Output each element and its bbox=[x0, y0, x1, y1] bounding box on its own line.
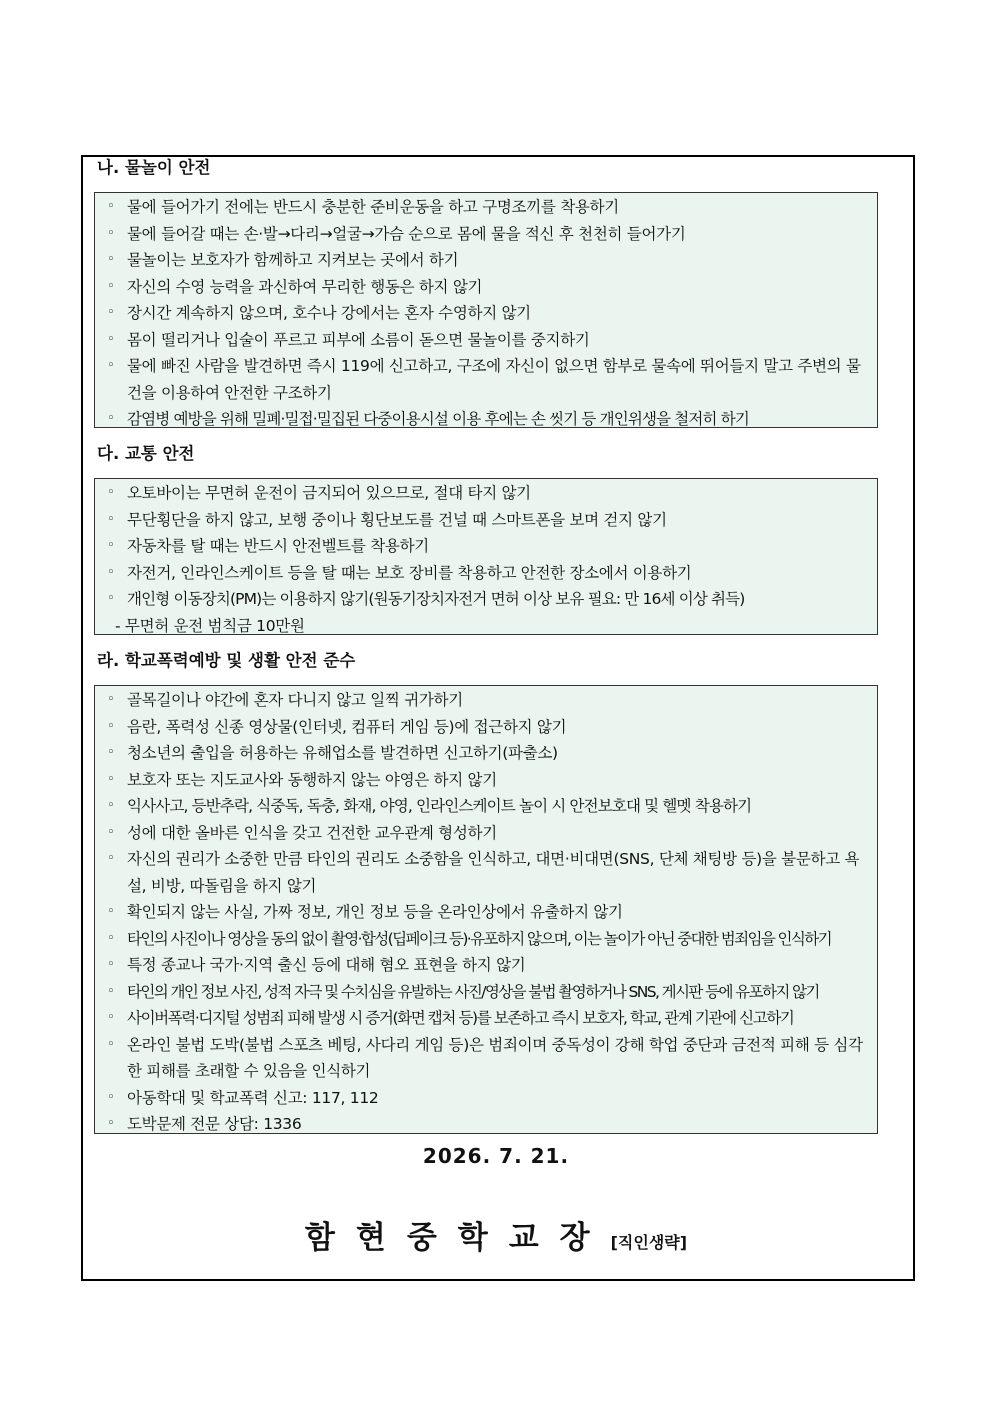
section-title-water-safety: 나. 물놀이 안전 bbox=[97, 158, 211, 177]
section-title-traffic-safety: 다. 교통 안전 bbox=[97, 444, 195, 463]
list-item: ◦ 물에 들어가기 전에는 반드시 충분한 준비운동을 하고 구명조끼를 착용하기 bbox=[107, 198, 619, 216]
water-safety-list bbox=[94, 192, 878, 428]
list-item: ◦ 오토바이는 무면허 운전이 금지되어 있으므로, 절대 타지 않기 bbox=[107, 484, 531, 502]
list-item: ◦ 장시간 계속하지 않으며, 호수나 강에서는 혼자 수영하지 않기 bbox=[107, 304, 531, 322]
list-item: ◦ 사이버폭력·디지털 성범죄 피해 발생 시 증거(화면 캡처 등)를 보존하고 즉시 보호자, 학교, 관계 기관에 신고하기 bbox=[107, 1009, 794, 1027]
list-item: ◦ 타인의 개인 정보 사진, 성적 자극 및 수치심을 유발하는 사진/영상을 불법 촬영하거나 SNS, 게시판 등에 유포하지 않기 bbox=[107, 982, 819, 1001]
list-item: ◦ 골목길이나 야간에 혼자 다니지 않고 일찍 귀가하기 bbox=[107, 691, 463, 709]
principal-title: 함현중학교장 bbox=[304, 1220, 611, 1256]
list-item: ◦ 청소년의 출입을 허용하는 유해업소를 발견하면 신고하기(파출소) bbox=[107, 744, 558, 762]
list-item: ◦ 몸이 떨리거나 입술이 푸르고 피부에 소름이 돋으면 물놀이를 중지하기 bbox=[107, 330, 590, 349]
list-item: ◦ 개인형 이동장치(PM)는 이용하지 않기(원동기장치자전거 면허 이상 보유 필요: 만 16세 이상 취득) bbox=[107, 590, 745, 608]
fine-note: - 무면허 운전 범칙금 10만원 bbox=[115, 616, 305, 635]
school-violence-list bbox=[94, 685, 878, 1134]
list-item: ◦ 자신의 권리가 소중한 만큼 타인의 권리도 소중함을 인식하고, 대면·비대면(SNS, 단체 채팅방 등)을 불문하고 욕설, 비방, 따돌림을 하지 않기 bbox=[107, 850, 860, 895]
list-item: ◦ 감염병 예방을 위해 밀폐·밀접·밀집된 다중이용시설 이용 후에는 손 씻기 등 개인위생을 철저히 하기 bbox=[107, 410, 750, 428]
list-item: ◦ 무단횡단을 하지 않고, 보행 중이나 횡단보도를 건널 때 스마트폰을 보며 걷지 않기 bbox=[107, 510, 667, 529]
seal-omitted-note: [직인생략] bbox=[610, 1233, 688, 1252]
section-title-school-violence: 라. 학교폭력예방 및 생활 안전 준수 bbox=[97, 651, 356, 670]
list-item: ◦ 타인의 사진이나 영상을 동의 없이 촬영·합성(딥페이크 등)·유포하지 않으며, 이는 놀이가 아닌 중대한 범죄임을 인식하기 bbox=[107, 929, 832, 948]
list-item: ◦ 물놀이는 보호자가 함께하고 지켜보는 곳에서 하기 bbox=[107, 251, 459, 269]
list-item: ◦ 자신의 수영 능력을 과신하여 무리한 행동은 하지 않기 bbox=[107, 277, 483, 296]
list-item: ◦ 자동차를 탈 때는 반드시 안전벨트를 착용하기 bbox=[107, 537, 429, 555]
list-item: ◦ 아동학대 및 학교폭력 신고: 117, 112 bbox=[107, 1088, 379, 1107]
list-item: ◦ 익사사고, 등반추락, 식중독, 독충, 화재, 야영, 인라인스케이트 놀이 시 안전보호대 및 헬멧 착용하기 bbox=[107, 797, 752, 815]
list-item: ◦ 도박문제 전문 상담: 1336 bbox=[107, 1115, 302, 1133]
list-item: ◦ 온라인 불법 도박(불법 스포츠 베팅, 사다리 게임 등)은 범죄이며 중독성이 강해 학업 중단과 금전적 피해 등 심각한 피해를 초래할 수 있음을 인식하기 bbox=[107, 1035, 863, 1080]
list-item: ◦ 물에 들어갈 때는 손·발→다리→얼굴→가슴 순으로 몸에 물을 적신 후 천천히 들어가기 bbox=[107, 224, 686, 243]
signature-block bbox=[0, 1212, 992, 1257]
list-item: ◦ 특정 종교나 국가·지역 출신 등에 대해 혐오 표현을 하지 않기 bbox=[107, 956, 526, 974]
list-item: ◦ 음란, 폭력성 신종 영상물(인터넷, 컴퓨터 게임 등)에 접근하지 않기 bbox=[107, 717, 567, 736]
list-item: ◦ 보호자 또는 지도교사와 동행하지 않는 야영은 하지 않기 bbox=[107, 770, 497, 789]
document-date: 2026. 7. 21. bbox=[422, 1144, 570, 1168]
list-item: ◦ 물에 빠진 사람을 발견하면 즉시 119에 신고하고, 구조에 자신이 없으면 함부로 물속에 뛰어들지 말고 주변의 물건을 이용하여 안전한 구조하기 bbox=[107, 357, 861, 402]
list-item: ◦ 확인되지 않는 사실, 가짜 정보, 개인 정보 등을 온라인상에서 유출하지 않기 bbox=[107, 903, 623, 921]
traffic-safety-list bbox=[94, 478, 878, 635]
list-item: ◦ 성에 대한 올바른 인식을 갖고 건전한 교우관계 형성하기 bbox=[107, 823, 497, 842]
list-item: ◦ 자전거, 인라인스케이트 등을 탈 때는 보호 장비를 착용하고 안전한 장소에서 이용하기 bbox=[107, 563, 692, 582]
